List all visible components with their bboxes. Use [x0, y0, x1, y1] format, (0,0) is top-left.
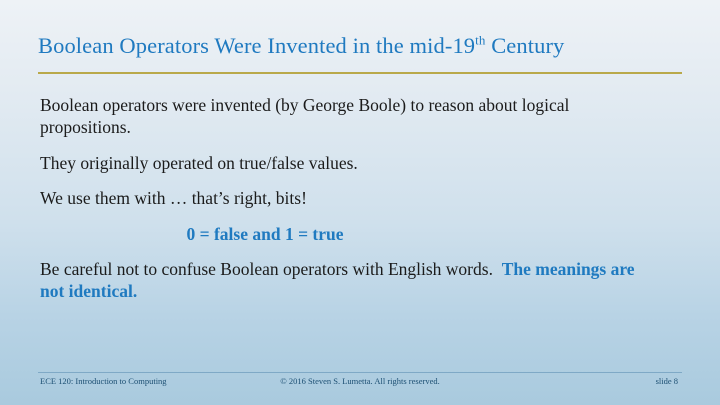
closing-paragraph	[40, 258, 650, 303]
slide-body	[40, 94, 650, 316]
body-paragraph-3: We use them with … that’s right, bits!	[40, 188, 307, 209]
page-title-suffix: Century	[485, 33, 565, 58]
page-title-superscript: th	[475, 32, 486, 48]
closing-paragraph-plain: Be careful not to confuse Boolean operators with English words.	[40, 258, 502, 279]
page-title	[38, 33, 688, 59]
footer-divider	[38, 372, 682, 373]
highlight-statement: 0 = false and 1 = true	[186, 223, 344, 244]
body-paragraph-2: They originally operated on true/false values.	[40, 152, 358, 173]
page-title-main: Boolean Operators Were Invented in the mid-19	[38, 33, 476, 58]
footer-slide-number: slide 8	[655, 376, 678, 386]
closing-paragraph-emphasis: The meanings are not identical.	[40, 258, 635, 302]
footer-course-label: ECE 120: Introduction to Computing	[40, 376, 167, 386]
footer-copyright: © 2016 Steven S. Lumetta. All rights reserved.	[280, 376, 440, 386]
body-paragraph-1: Boolean operators were invented (by George Boole) to reason about logical propositions.	[40, 95, 570, 138]
slide-footer	[0, 376, 720, 392]
title-divider	[38, 72, 682, 74]
